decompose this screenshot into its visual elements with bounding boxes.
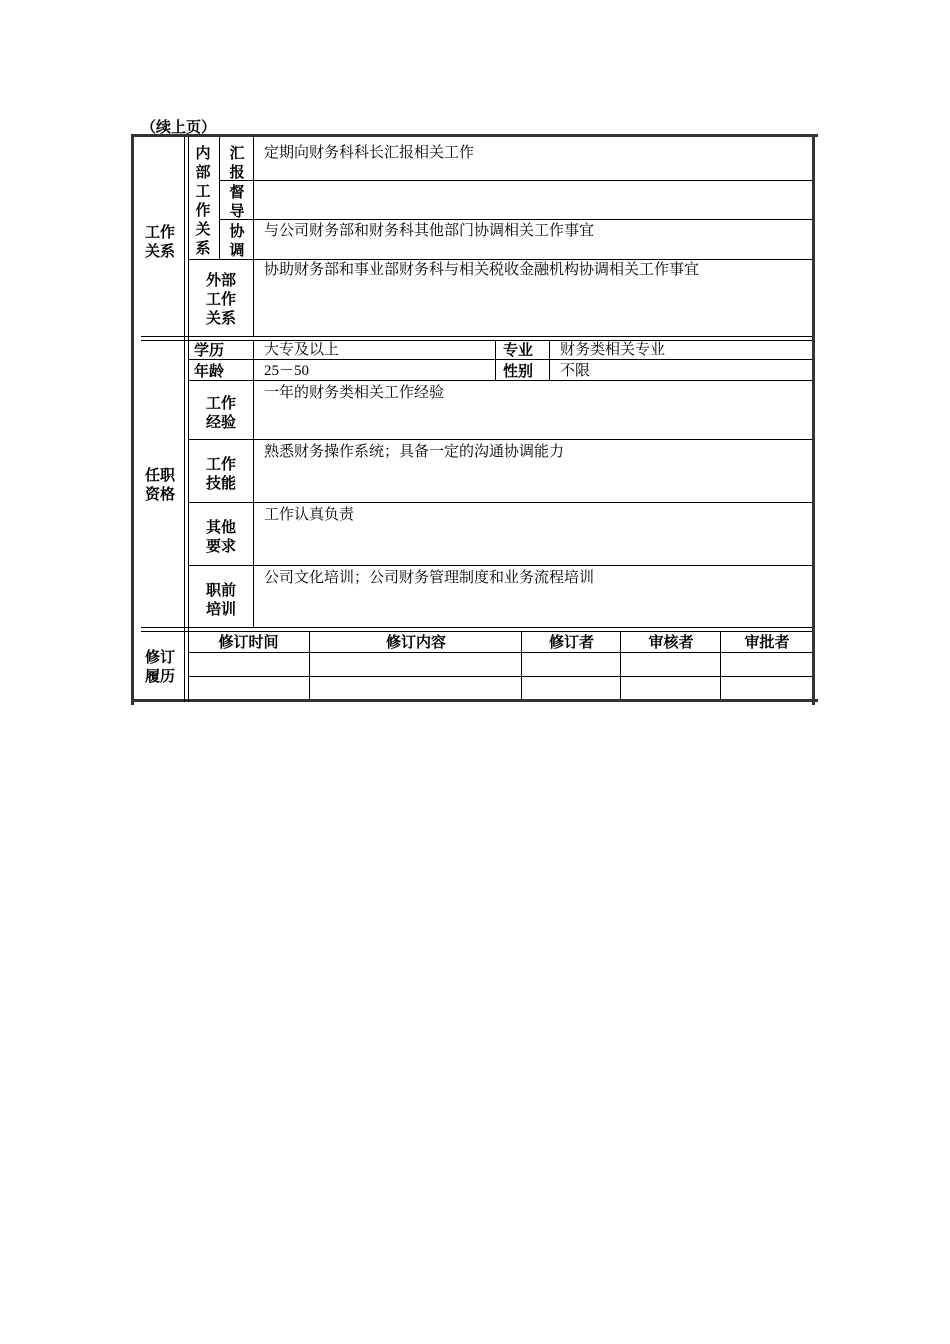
experience-value: 一年的财务类相关工作经验 bbox=[264, 385, 445, 401]
coordinate-text: 与公司财务部和财务科其他部门协调相关工作事宜 bbox=[264, 223, 595, 239]
revision-label: 修订履历 bbox=[144, 648, 175, 685]
supervise-label: 督导 bbox=[229, 183, 245, 220]
education-value: 大专及以上 bbox=[264, 342, 340, 358]
external-relations-label: 外部工作关系 bbox=[205, 271, 236, 327]
internal-relations-label: 内部工作关系 bbox=[195, 144, 211, 257]
education-label: 学历 bbox=[194, 341, 225, 359]
training-value: 公司文化培训；公司财务管理制度和业务流程培训 bbox=[264, 570, 595, 586]
major-label: 专业 bbox=[503, 341, 534, 359]
revision-header-reviewer: 审核者 bbox=[648, 633, 694, 651]
age-label: 年龄 bbox=[194, 362, 225, 380]
revision-header-content: 修订内容 bbox=[385, 633, 446, 651]
other-value: 工作认真负责 bbox=[264, 507, 355, 523]
work-relations-label: 工作关系 bbox=[144, 223, 175, 260]
gender-label: 性别 bbox=[503, 362, 534, 380]
report-label: 汇报 bbox=[229, 144, 245, 181]
skills-value: 熟悉财务操作系统；具备一定的沟通协调能力 bbox=[264, 444, 565, 460]
training-label: 职前培训 bbox=[205, 581, 236, 618]
other-label: 其他要求 bbox=[205, 518, 236, 555]
qualifications-label: 任职资格 bbox=[144, 466, 175, 503]
experience-label: 工作经验 bbox=[205, 394, 236, 431]
revision-header-time: 修订时间 bbox=[218, 633, 279, 651]
age-value: 25－50 bbox=[264, 363, 310, 379]
revision-header-approver: 审批者 bbox=[744, 633, 790, 651]
coordinate-label: 协调 bbox=[229, 222, 245, 259]
report-text: 定期向财务科科长汇报相关工作 bbox=[264, 145, 475, 161]
external-text: 协助财务部和事业部财务科与相关税收金融机构协调相关工作事宜 bbox=[264, 262, 700, 278]
major-value: 财务类相关专业 bbox=[560, 342, 666, 358]
continued-label: （续上页） bbox=[141, 118, 217, 136]
gender-value: 不限 bbox=[560, 363, 591, 379]
skills-label: 工作技能 bbox=[205, 455, 236, 492]
revision-header-reviser: 修订者 bbox=[548, 633, 594, 651]
